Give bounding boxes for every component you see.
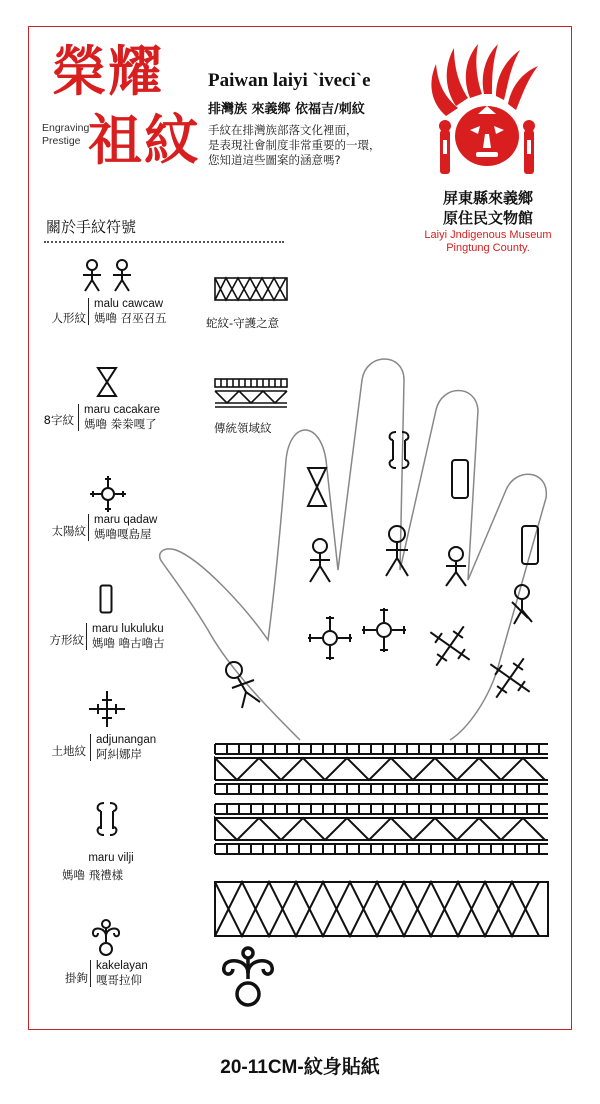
symbol-meaning: 阿糾娜岸 <box>96 747 142 761</box>
symbol-desc <box>74 852 148 865</box>
double-hook-icon <box>92 800 122 838</box>
museum-name-en <box>403 229 573 255</box>
symbol-name: 太陽紋 <box>51 524 86 538</box>
intro-text <box>208 123 381 168</box>
symbol-name: 掛鉤 <box>65 971 88 985</box>
symbol-romanized: kakelayan <box>96 960 148 972</box>
symbol-romanized: malu cawcaw <box>94 298 164 310</box>
symbol-name: 8字紋 <box>43 413 74 427</box>
hanging-hook-icon <box>88 918 124 958</box>
symbol-romanized: maru cacakare <box>84 404 161 416</box>
symbol-name: 人形紋 <box>51 311 86 325</box>
symbol-meaning: 嘎哥拉仰 <box>96 973 142 987</box>
hourglass-icon <box>308 468 326 506</box>
symbol-meaning: 媽嚕 桊桊嘎了 <box>84 417 157 431</box>
symbol-desc <box>90 734 156 761</box>
hand-tattoo-illustration <box>150 340 570 740</box>
title-line1: 榮耀 <box>52 39 164 103</box>
symbol-desc <box>88 298 167 325</box>
symbol-name: 方形紋 <box>49 633 84 647</box>
symbol-romanized: adjunangan <box>96 734 157 746</box>
cross-land-icon <box>88 690 126 728</box>
snake-pattern-icon <box>214 276 288 302</box>
museum-en-line2: Pingtung County. <box>446 242 530 254</box>
symbol-romanized: maru vilji <box>88 852 134 864</box>
title-en <box>42 122 89 148</box>
hourglass-icon <box>96 366 118 398</box>
product-footer: 20-11CM-紋身貼紙 <box>220 1057 380 1078</box>
symbol-romanized: maru lukuluku <box>92 623 164 635</box>
symbol-desc <box>78 404 160 431</box>
pattern-caption: 蛇紋-守護之意 <box>206 316 280 330</box>
band-pattern-stripes <box>214 742 550 866</box>
intro-line: 手紋在排灣族部落文化裡面， <box>208 123 358 137</box>
section-divider <box>44 241 284 243</box>
sun-icon <box>88 474 128 514</box>
intro-line: 您知道這些圖案的涵意嗎? <box>208 153 341 167</box>
headline: Paiwan laiyi `iveci`e <box>208 70 371 91</box>
pattern-caption: 傳統領域紋 <box>214 421 272 435</box>
symbol-desc <box>90 960 148 987</box>
museum-zh-line1: 屏東縣來義鄉 <box>442 189 533 207</box>
symbol-desc <box>88 514 157 541</box>
title-en-line1: Engraving <box>42 122 90 134</box>
subline: 排灣族 來義鄉 依福吉/刺紋 <box>208 102 365 117</box>
hanging-hook-large-icon <box>216 945 280 1009</box>
section-title: 關於手紋符號 <box>46 218 137 236</box>
hand-outline <box>160 359 547 740</box>
snake-band-pattern <box>214 880 550 940</box>
rectangle-icon <box>99 584 113 614</box>
symbol-meaning: 媽嚕 飛禮樣 <box>62 868 124 882</box>
symbol-meaning: 媽嚕 召巫召五 <box>94 311 167 325</box>
symbol-meaning: 媽嚕 嚕古嚕古 <box>92 636 165 650</box>
museum-zh-line2: 原住民文物館 <box>442 209 533 227</box>
human-figure-icon <box>80 258 136 294</box>
symbol-name: 土地紋 <box>51 744 86 758</box>
title-en-line2: Prestige <box>42 135 81 147</box>
intro-line: 是表現社會制度非常重要的一環， <box>208 138 381 152</box>
headdress-mask-logo-icon <box>426 42 546 182</box>
symbol-meaning: 媽嚕嘎島屋 <box>94 527 152 541</box>
symbol-romanized: maru qadaw <box>94 514 158 526</box>
museum-en-line1: Laiyi Jndigenous Museum <box>424 229 552 241</box>
title-line2: 祖紋 <box>88 108 200 172</box>
museum-name-zh <box>408 188 568 228</box>
